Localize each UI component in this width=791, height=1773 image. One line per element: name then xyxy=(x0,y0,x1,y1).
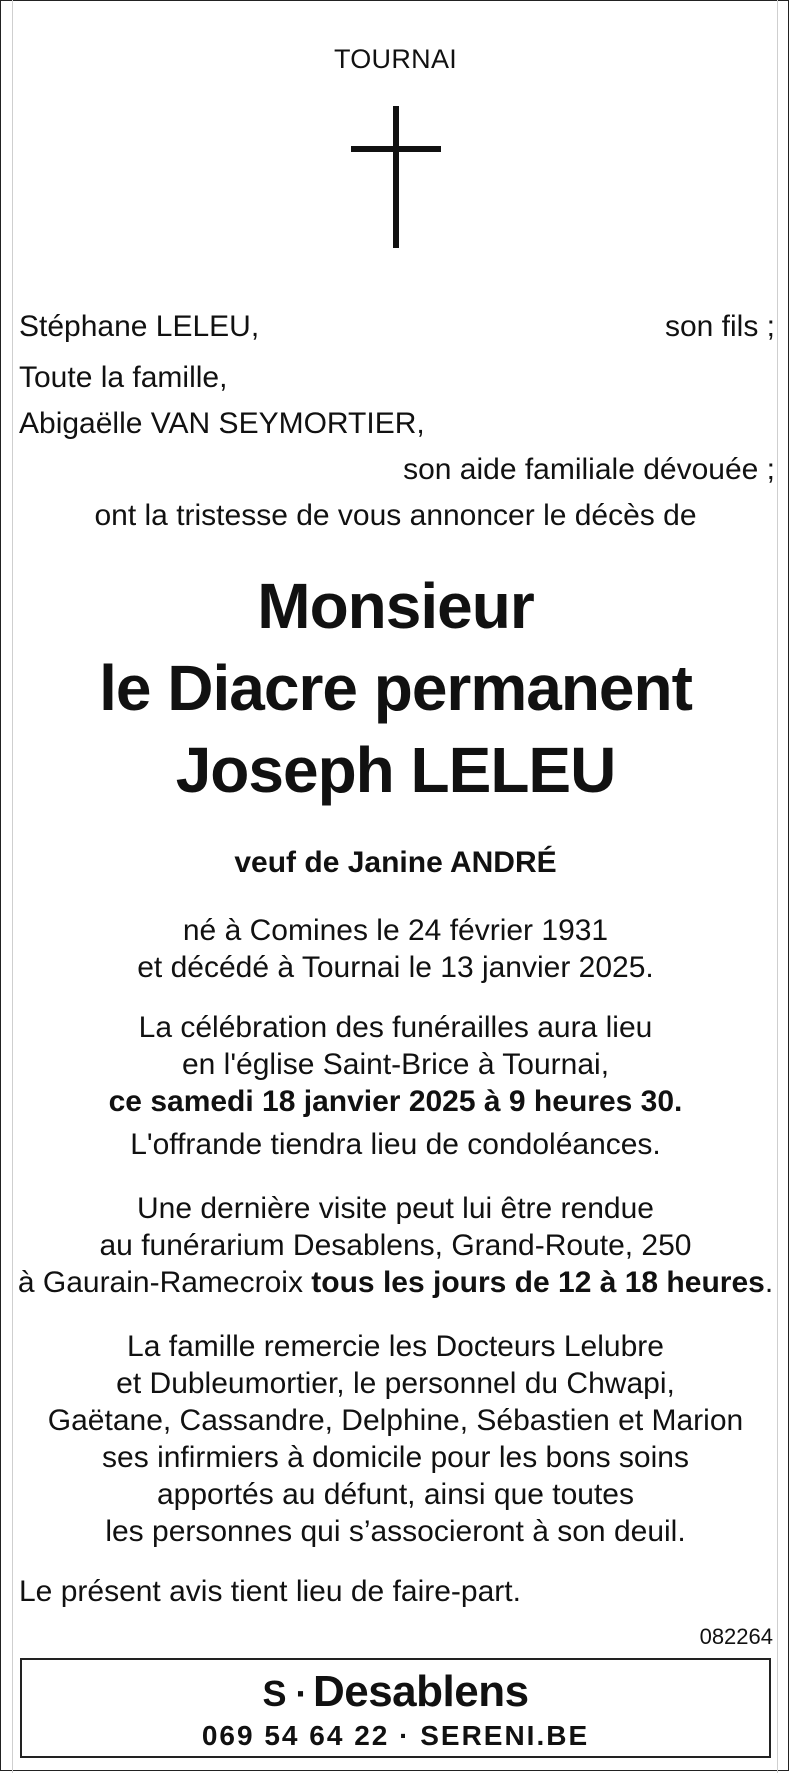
deceased-title xyxy=(0,565,791,811)
title-line-2: le Diacre permanent xyxy=(99,652,692,724)
visit-line-3 xyxy=(0,1264,791,1301)
thanks-line-4: ses infirmiers à domicile pour les bons soins xyxy=(102,1441,689,1474)
funeral-home-box xyxy=(20,1658,771,1758)
reference-number: 082264 xyxy=(699,1624,773,1649)
thanks-line-3: Gaëtane, Cassandre, Delphine, Sébastien et Marion xyxy=(47,1404,744,1437)
funeral-line-1: La célébration des funérailles aura lieu xyxy=(138,1011,653,1044)
family-line: Toute la famille, xyxy=(19,361,228,394)
deceased-name: Joseph LELEU xyxy=(175,734,616,806)
aide-name: Abigaëlle VAN SEYMORTIER, xyxy=(19,407,425,440)
offering-line: L'offrande tiendra lieu de condoléances. xyxy=(130,1128,661,1161)
funeral-home-contact: 069 54 64 22 · SERENI.BE xyxy=(201,1720,590,1751)
visit-line-2: au funérarium Desablens, Grand-Route, 250 xyxy=(99,1229,692,1262)
visit-place: à Gaurain-Ramecroix xyxy=(17,1266,312,1299)
thanks-line-6: les personnes qui s’associeront à son deuil. xyxy=(105,1515,686,1548)
son-name: Stéphane LELEU, xyxy=(19,310,260,343)
brand-name: Desablens xyxy=(312,1667,529,1716)
thanks-line-1: La famille remercie les Docteurs Lelubre xyxy=(127,1330,664,1363)
funeral-date: ce samedi 18 janvier 2025 à 9 heures 30. xyxy=(108,1085,683,1118)
dates-block xyxy=(0,912,791,986)
city-heading: TOURNAI xyxy=(333,44,458,74)
aide-role: son aide familiale dévouée ; xyxy=(403,453,775,486)
thanks-line-5: apportés au défunt, ainsi que toutes xyxy=(156,1478,634,1511)
visit-hours: tous les jours de 12 à 18 heures xyxy=(311,1266,765,1299)
funeral-line-2: en l'église Saint-Brice à Tournai, xyxy=(181,1048,610,1081)
funeral-block xyxy=(0,1009,791,1163)
closing-notice: Le présent avis tient lieu de faire-part. xyxy=(19,1575,521,1608)
son-role: son fils ; xyxy=(664,310,775,343)
visit-block xyxy=(0,1190,791,1301)
widow-line: veuf de Janine ANDRÉ xyxy=(234,846,557,879)
brand-logo-mark: S · xyxy=(262,1673,307,1714)
born-line: né à Comines le 24 février 1931 xyxy=(182,914,609,947)
thanks-line-2: et Dubleumortier, le personnel du Chwapi, xyxy=(116,1367,675,1400)
funeral-home-brand xyxy=(22,1668,769,1718)
title-line-1: Monsieur xyxy=(257,570,534,642)
died-line: et décédé à Tournai le 13 janvier 2025. xyxy=(137,951,654,984)
cross-icon xyxy=(351,106,441,248)
thanks-block xyxy=(0,1328,791,1550)
visit-line-1: Une dernière visite peut lui être rendue xyxy=(137,1192,654,1225)
announcement-line: ont la tristesse de vous annoncer le décès de xyxy=(94,499,697,532)
visit-end: . xyxy=(764,1266,774,1299)
